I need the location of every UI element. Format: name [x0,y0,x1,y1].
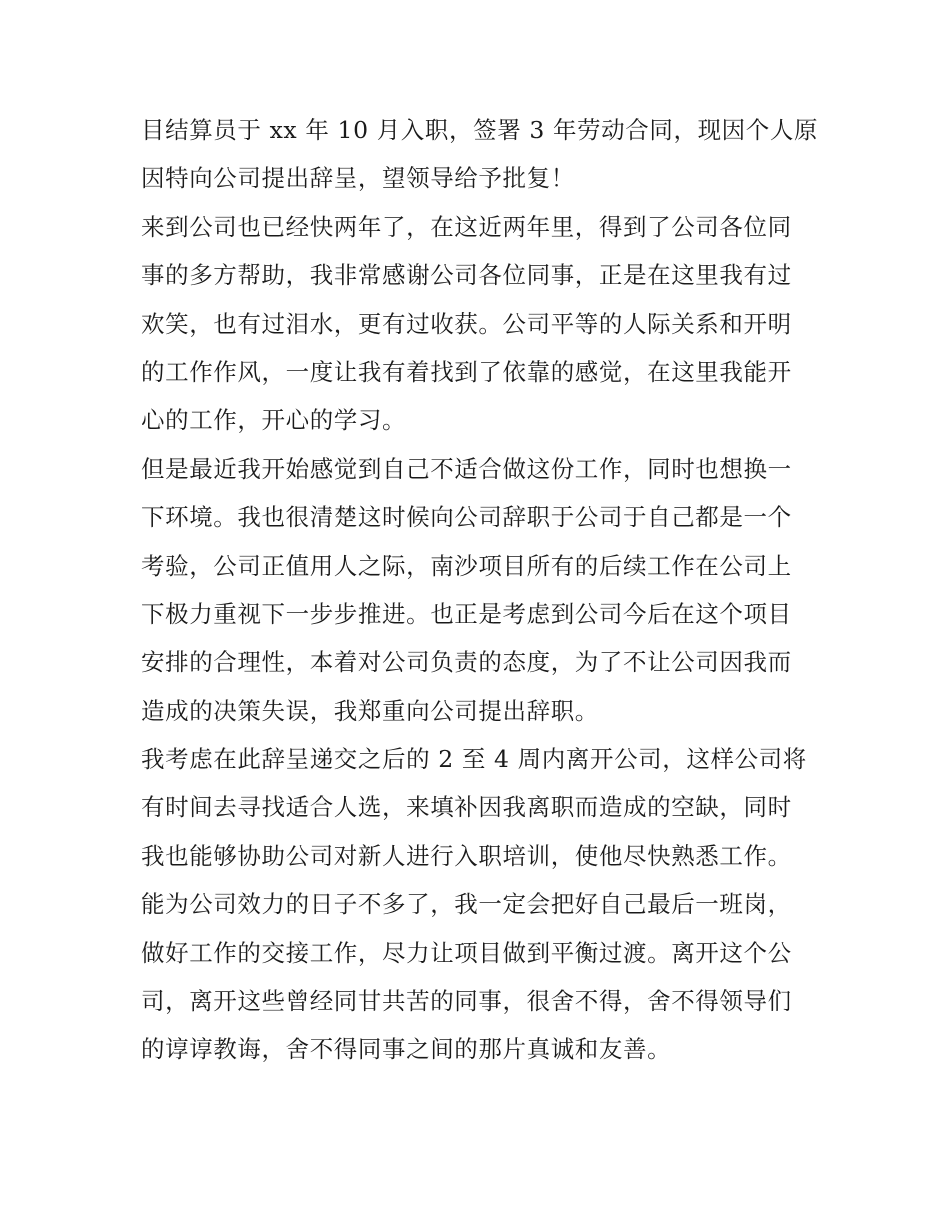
text-line: 有时间去寻找适合人选，来填补因我离职而造成的空缺，同时 [141,793,792,822]
text-line: 我也能够协助公司对新人进行入职培训，使他尽快熟悉工作。 [141,841,792,870]
text-line: 安排的合理性，本着对公司负责的态度，为了不让公司因我而 [141,648,792,677]
text-line: 做好工作的交接工作，尽力让项目做到平衡过渡。离开这个公 [141,938,792,967]
text-line: 目结算员于 xx 年 10 月入职，签署 3 年劳动合同，现因个人原 [141,116,819,144]
text-line: 心的工作，开心的学习。 [141,406,407,435]
text-line: 我考虑在此辞呈递交之后的 2 至 4 周内离开公司，这样公司将 [141,745,807,774]
text-line: 事的多方帮助，我非常感谢公司各位同事，正是在这里我有过 [141,261,792,290]
text-line: 的工作作风，一度让我有着找到了依靠的感觉，在这里我能开 [141,357,792,386]
text-line: 但是最近我开始感觉到自己不适合做这份工作，同时也想换一 [141,454,792,483]
text-line: 造成的决策失误，我郑重向公司提出辞职。 [141,696,599,725]
text-line: 因特向公司提出辞呈，望领导给予批复！ [141,164,575,193]
text-line: 下环境。我也很清楚这时候向公司辞职于公司于自己都是一个 [141,503,792,532]
text-line: 来到公司也已经快两年了，在这近两年里，得到了公司各位同 [141,212,792,241]
text-line: 考验，公司正值用人之际，南沙项目所有的后续工作在公司上 [141,551,792,580]
text-line: 下极力重视下一步步推进。也正是考虑到公司今后在这个项目 [141,599,792,628]
text-line: 司，离开这些曾经同甘共苦的同事，很舍不得，舍不得领导们 [141,987,792,1016]
text-line: 能为公司效力的日子不多了，我一定会把好自己最后一班岗， [141,890,792,919]
text-line: 的谆谆教诲，舍不得同事之间的那片真诚和友善。 [141,1035,672,1064]
text-line: 欢笑，也有过泪水，更有过收获。公司平等的人际关系和开明 [141,309,792,338]
resignation-letter-body [141,106,831,1074]
